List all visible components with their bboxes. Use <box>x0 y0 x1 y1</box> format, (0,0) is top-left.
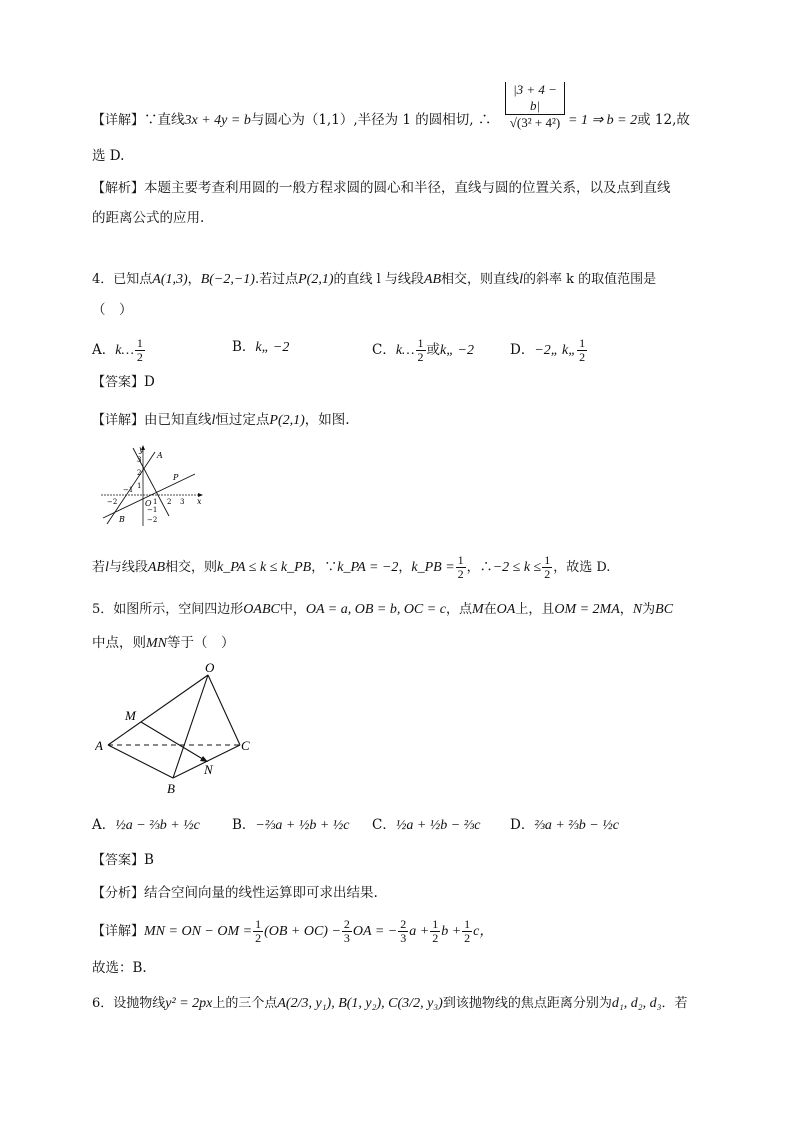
q4-option-d: D．−2„ k„ $\frac{1}{2}$ <box>510 336 586 364</box>
svg-text:N: N <box>204 762 213 777</box>
analysis-tag: 【解析】 <box>92 181 145 196</box>
svg-text:−1: −1 <box>147 506 158 514</box>
label-x: x <box>197 497 202 506</box>
q5-stem: 5．如图所示，空间四边形OABC中，OA = a, OB = b, OC = c，点M在OA上，且OM = 2MA，N为BC <box>92 602 674 617</box>
q5-detail: 【详解】MN = ON − OM = $\frac{1}{2}$ (OB + OC) − $\frac{2}{3}$ OA = − $\frac{2}{3}$ a + $\frac{1}{2}$ b + $\frac{1}{2}$ c， <box>92 917 494 945</box>
q4-option-c: C．k… $\frac{1}{2}$ 或k„ −2 <box>372 336 474 364</box>
label-o: O <box>145 499 152 508</box>
q4-option-a: A．k… $\frac{1}{2}$ <box>92 336 143 364</box>
edge-oa <box>108 675 208 745</box>
segment-mn <box>141 722 206 761</box>
svg-text:−1: −1 <box>123 486 134 494</box>
q5-tetrahedron-figure <box>95 662 265 797</box>
q5-option-c: C．½a + ½b − ⅔c <box>372 817 481 833</box>
svg-text:3: 3 <box>180 498 185 506</box>
svg-text:2: 2 <box>167 498 172 506</box>
svg-text:O: O <box>205 662 215 675</box>
q4-option-b: B．k„ −2 <box>232 339 290 355</box>
edge-oc <box>208 675 240 745</box>
svg-text:3: 3 <box>137 456 142 464</box>
svg-text:2: 2 <box>137 469 142 477</box>
svg-text:−2: −2 <box>147 516 158 524</box>
label-p: P <box>173 473 179 482</box>
q5-option-a: A．½a − ⅔b + ½c <box>92 817 200 833</box>
label-b: B <box>119 515 125 524</box>
label-a: A <box>157 451 163 460</box>
svg-text:B: B <box>167 781 175 796</box>
svg-text:A: A <box>95 738 103 753</box>
edge-ab <box>108 745 173 778</box>
svg-text:−2: −2 <box>107 498 118 506</box>
svg-text:C: C <box>241 738 250 753</box>
q4-stem: 4．已知点A(1,3)，B(−2,−1).若过点P(2,1)的直线 l 与线段AB相交，则直线l的斜率 k 的取值范围是 <box>92 272 657 287</box>
distance-fraction: |3 + 4 − b| √(3² + 4²) <box>505 82 565 131</box>
q4-conclusion: 若l与线段AB相交，则k_PA ≤ k ≤ k_PB，∵k_PA = −2，k_PB = $\frac{1}{2}$ ，∴−2 ≤ k ≤ $\frac{1}{2}$ ，故选 D. <box>92 553 611 581</box>
q5-option-b: B．−⅔a + ½b + ½c <box>232 817 350 833</box>
svg-text:1: 1 <box>137 482 142 490</box>
label-y: y <box>139 445 144 454</box>
q5-option-d: D．⅔a + ⅔b − ½c <box>510 817 619 833</box>
svg-text:1: 1 <box>153 498 158 506</box>
document-page: 【详解】∵直线3x + 4y = b与圆心为（1,1）,半径为 1 的圆相切, ∴ |3 + 4 − b| √(3² + 4²) = 1 ⇒ b = 2或 12,故 选 D. 【解析】本题主要考查利用圆的一般方程求圆的圆心和半径，直线与圆的位置关系，以及点到直线 的距离公式的应用. 4．已知点A(1,3)，B(−2,−1).若过点P(2,1)的直线 l 与线段AB相交，则直线l的斜率 k 的取值范围是 （ ） A．k… $\frac{1}{2}$ B．k„ −2 C．k… $\frac{1}{2}$ 或k„ −2 D．−2„ k„ $\frac{1}{2}$ 【答案】D 【详解】由已知直线l恒过定点P(2,1)，如图. y A P B O x 3 2 1 −1 −2 1 2 3 −1 −2 若l与线段AB相交，则k_PA ≤ k ≤ k_PB，∵k_PA = −2，k_PB = $\frac{1}{2}$ ，∴−2 ≤ k ≤ $\frac{1}{2}$ ，故选 D. 5．如图所示，空间四边形OABC中，OA = a, OB = b, OC = c，点M在OA上，且OM = 2MA，N为BC 中点，则MN等于（ ） O M A C N B A．½a − ⅔b + ½c B．−⅔a + ½b + ½c C．½a + ½b − ⅔c D．⅔a + ⅔b − ½c 【答案】B 【分析】结合空间向量的线性运算即可求出结果. 【详解】MN = ON − OM = $\frac{1}{2}$ (OB + OC) − $\frac{2}{3}$ OA = − $\frac{2}{3}$ a + $\frac{1}{2}$ b + $\frac{1}{2}$ c， 故选：B. 6．设抛物线y² = 2px上的三个点A(2/3, y₁), B(1, y₂), C(3/2, y₃)到该抛物线的焦点距离分别为d₁, d₂, d₃．若 <box>0 0 794 1123</box>
svg-text:M: M <box>125 708 136 723</box>
detail-tag: 【详解】 <box>92 113 145 128</box>
q6-stem: 6．设抛物线y² = 2px上的三个点A(2/3, y₁), B(1, y₂), C(3/2, y₃)到该抛物线的焦点距离分别为d₁, d₂, d₃．若 <box>92 996 688 1011</box>
edge-ob <box>173 675 208 778</box>
q3-detail-line: 【详解】∵直线3x + 4y = b与圆心为（1,1）,半径为 1 的圆相切, ∴ <box>92 112 492 128</box>
q4-coordinate-figure <box>95 444 207 528</box>
